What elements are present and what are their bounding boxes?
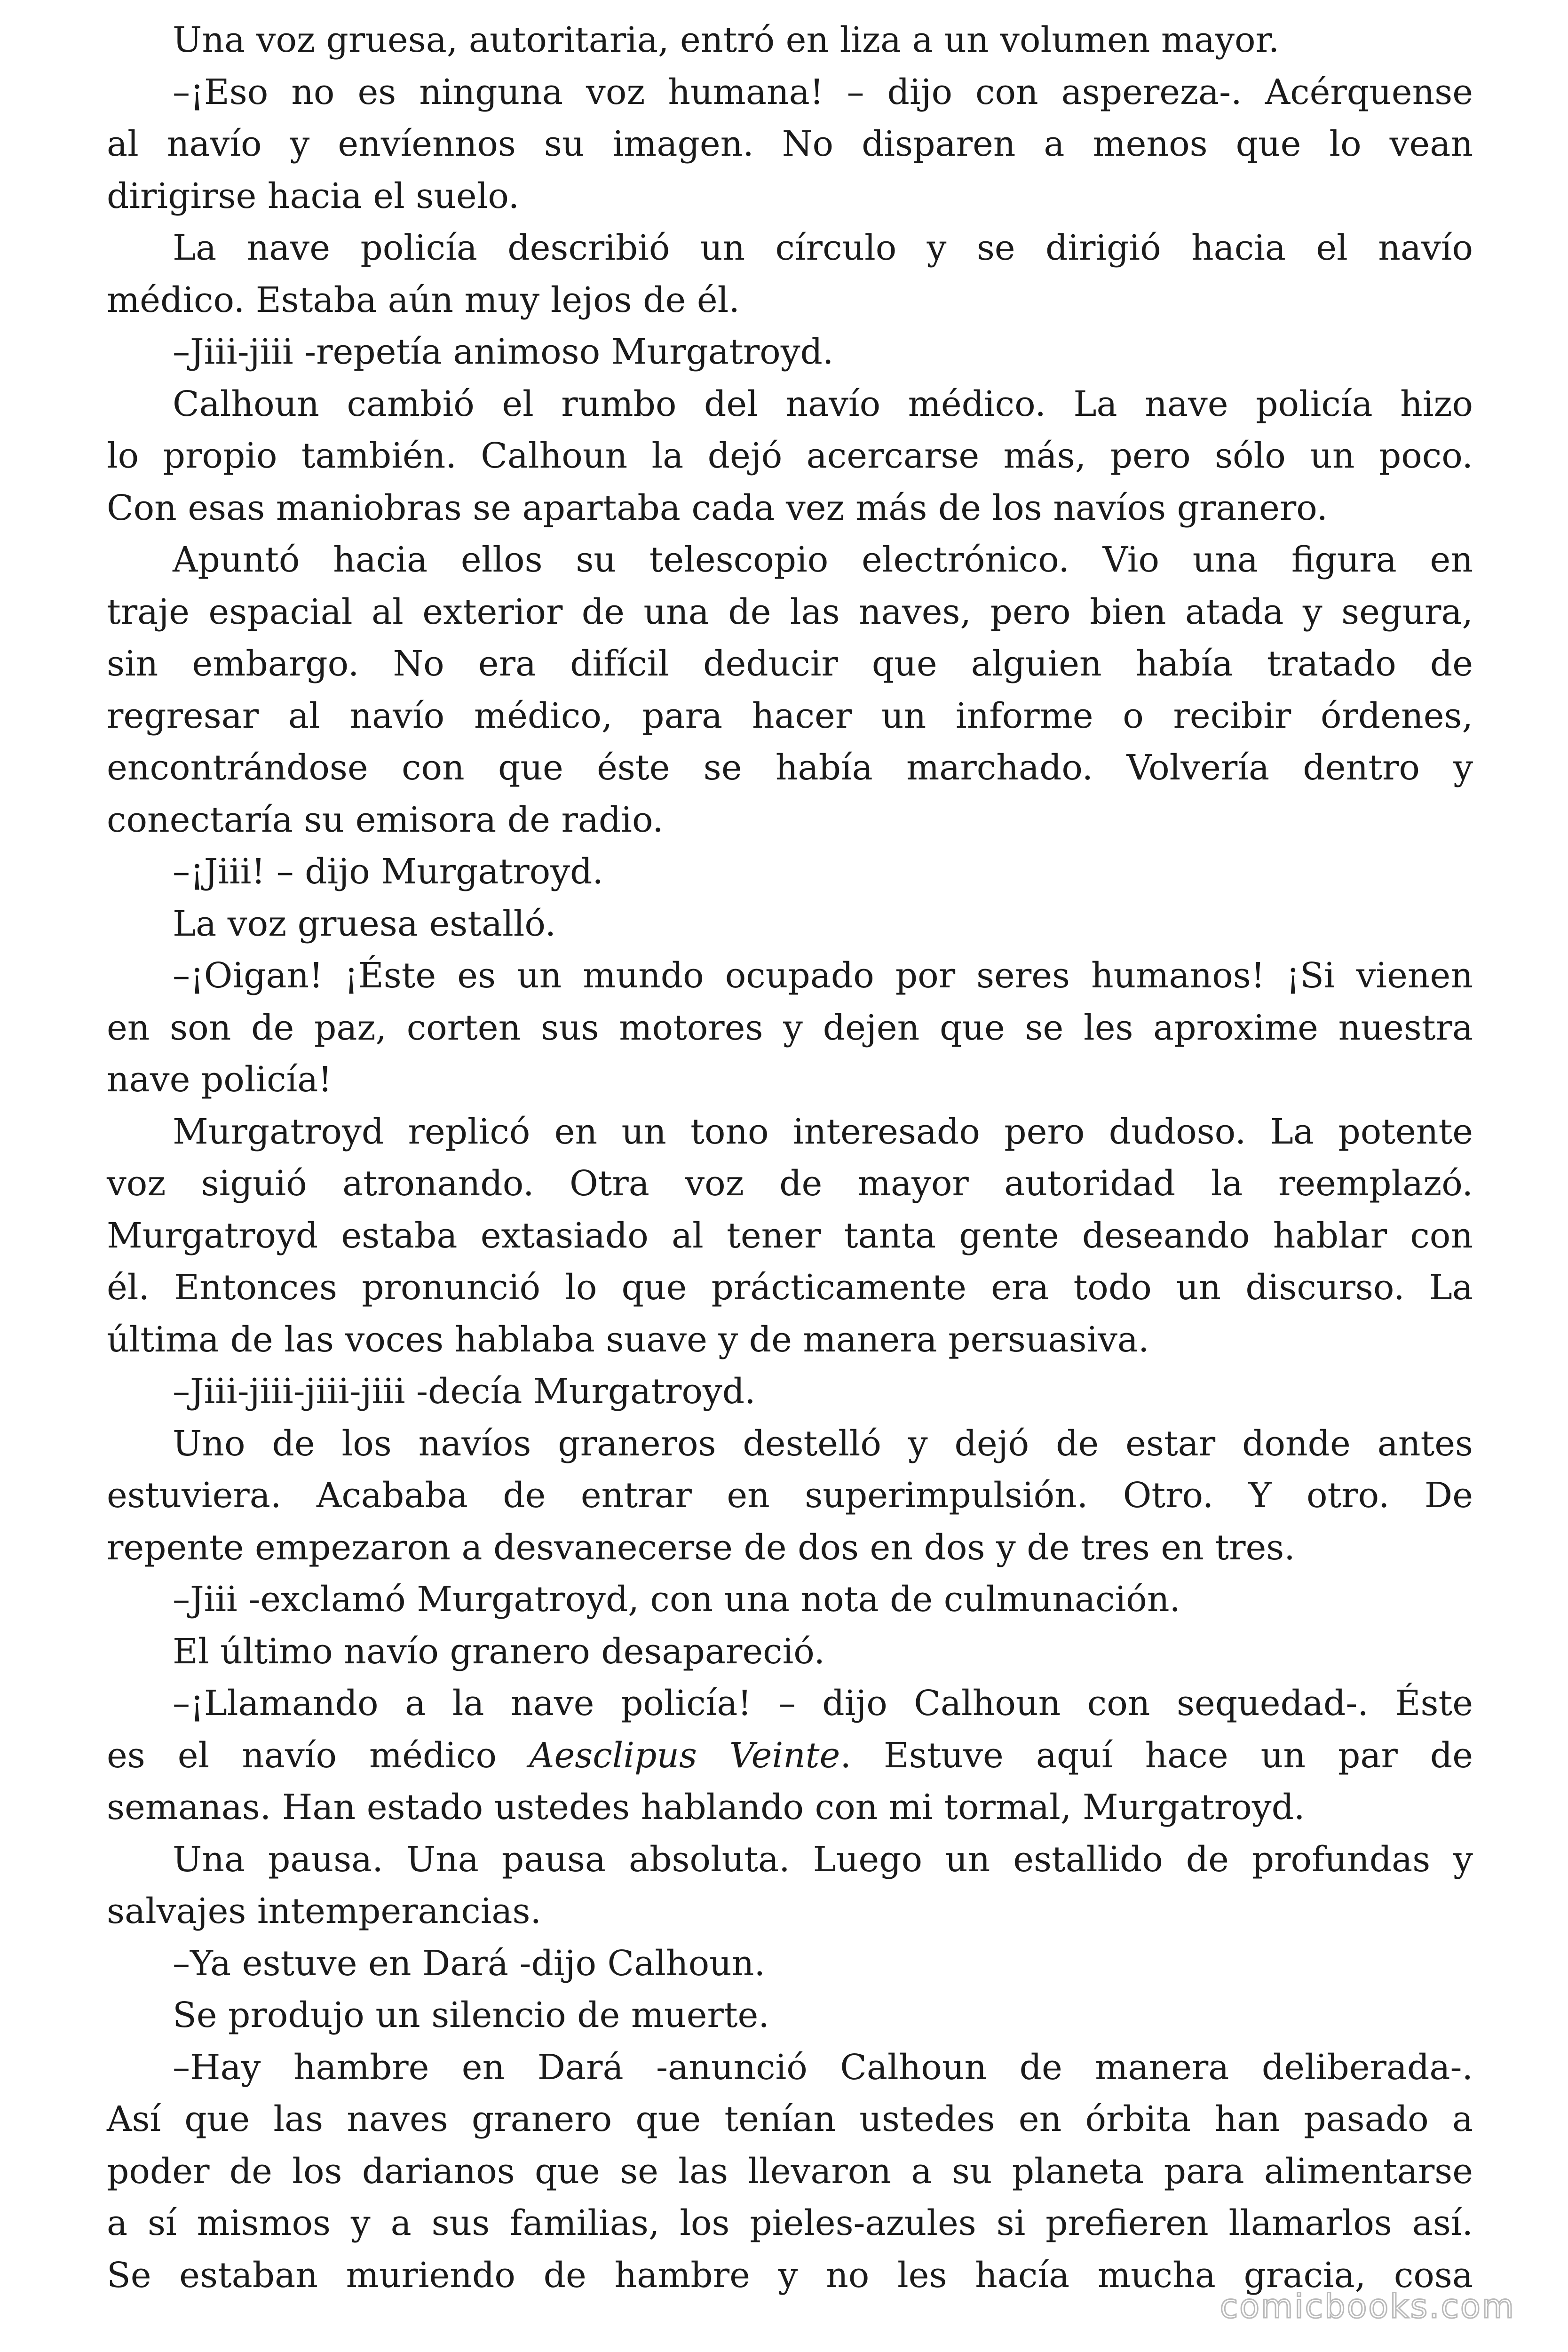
page-body-text (107, 14, 1473, 2301)
text-line: lo propio también. Calhoun la dejó acercarse más, pero sólo un poco. (107, 436, 1473, 476)
text-line: –Hay hambre en Dará -anunció Calhoun de manera deliberada-. (173, 2047, 1473, 2088)
text-line: repente empezaron a desvanecerse de dos en dos y de tres en tres. (107, 1527, 1295, 1568)
text-line: conectaría su emisora de radio. (107, 799, 664, 840)
text-line: en son de paz, corten sus motores y dejen que se les aproxime nuestra (107, 1007, 1473, 1048)
text-line: médico. Estaba aún muy lejos de él. (107, 279, 740, 320)
text-line: Calhoun cambió el rumbo del navío médico. La nave policía hizo (173, 383, 1473, 424)
text-line: Así que las naves granero que tenían ustedes en órbita han pasado a (107, 2099, 1473, 2139)
text-line: –¡Oigan! ¡Éste es un mundo ocupado por seres humanos! ¡Si vienen (173, 955, 1473, 996)
text-line: voz siguió atronando. Otra voz de mayor autoridad la reemplazó. (107, 1163, 1473, 1204)
text-line: –Jiii-jiii -repetía animoso Murgatroyd. (173, 332, 834, 372)
site-watermark: comicbooks.com (1220, 2287, 1515, 2326)
text-line: La nave policía describió un círculo y se dirigió hacia el navío (173, 228, 1473, 268)
text-line: semanas. Han estado ustedes hablando con mi tormal, Murgatroyd. (107, 1787, 1305, 1828)
text-line: Se produjo un silencio de muerte. (173, 1995, 769, 2035)
text-line: –¡Jiii! – dijo Murgatroyd. (173, 851, 603, 892)
text-line: Una voz gruesa, autoritaria, entró en liza a un volumen mayor. (173, 20, 1280, 60)
text-line: La voz gruesa estalló. (173, 903, 556, 944)
text-line (107, 1730, 1473, 1782)
text-line: regresar al navío médico, para hacer un informe o recibir órdenes, (107, 695, 1473, 736)
text-line: Murgatroyd estaba extasiado al tener tanta gente deseando hablar con (107, 1215, 1473, 1256)
text-line: Uno de los navíos graneros destelló y dejó de estar donde antes (173, 1423, 1473, 1464)
text-line: –¡Eso no es ninguna voz humana! – dijo con aspereza-. Acérquense (173, 72, 1473, 112)
text-line: nave policía! (107, 1059, 333, 1100)
text-line: al navío y envíennos su imagen. No disparen a menos que lo vean (107, 124, 1473, 164)
text-line: a sí mismos y a sus familias, los pieles-azules si prefieren llamarlos así. (107, 2203, 1473, 2243)
text-line: –Jiii -exclamó Murgatroyd, con una nota de culmunación. (173, 1579, 1181, 1620)
text-line: sin embargo. No era difícil deducir que alguien había tratado de (107, 644, 1473, 684)
text-line: Murgatroyd replicó en un tono interesado pero dudoso. La potente (173, 1111, 1473, 1152)
text-line: salvajes intemperancias. (107, 1891, 541, 1931)
text-line: Se estaban muriendo de hambre y no les hacía mucha gracia, cosa (107, 2255, 1473, 2296)
text-line: poder de los darianos que se las llevaron a su planeta para alimentarse (107, 2151, 1473, 2192)
text-line: Con esas maniobras se apartaba cada vez más de los navíos granero. (107, 487, 1328, 528)
text-line: –¡Llamando a la nave policía! – dijo Calhoun con sequedad-. Éste (173, 1683, 1473, 1724)
text-line: dirigirse hacia el suelo. (107, 175, 520, 216)
text-line: Apuntó hacia ellos su telescopio electrónico. Vio una figura en (173, 540, 1473, 580)
ship-name-italic: Aesclipus Veinte (529, 1735, 840, 1776)
text-line: El último navío granero desapareció. (173, 1631, 825, 1672)
text-line: Una pausa. Una pausa absoluta. Luego un estallido de profundas y (173, 1839, 1473, 1880)
text-line: estuviera. Acababa de entrar en superimpulsión. Otro. Y otro. De (107, 1475, 1473, 1516)
text-line-segment: es el navío médico (107, 1735, 530, 1776)
text-line: él. Entonces pronunció lo que prácticamente era todo un discurso. La (107, 1267, 1473, 1308)
text-line: –Jiii-jiii-jiii-jiii -decía Murgatroyd. (173, 1371, 756, 1412)
text-line: –Ya estuve en Dará -dijo Calhoun. (173, 1943, 765, 1984)
text-line: encontrándose con que éste se había marchado. Volvería dentro y (107, 747, 1473, 788)
text-line: traje espacial al exterior de una de las naves, pero bien atada y segura, (107, 591, 1473, 632)
text-line-segment: . Estuve aquí hace un par de (840, 1735, 1473, 1776)
text-line: última de las voces hablaba suave y de manera persuasiva. (107, 1319, 1149, 1360)
